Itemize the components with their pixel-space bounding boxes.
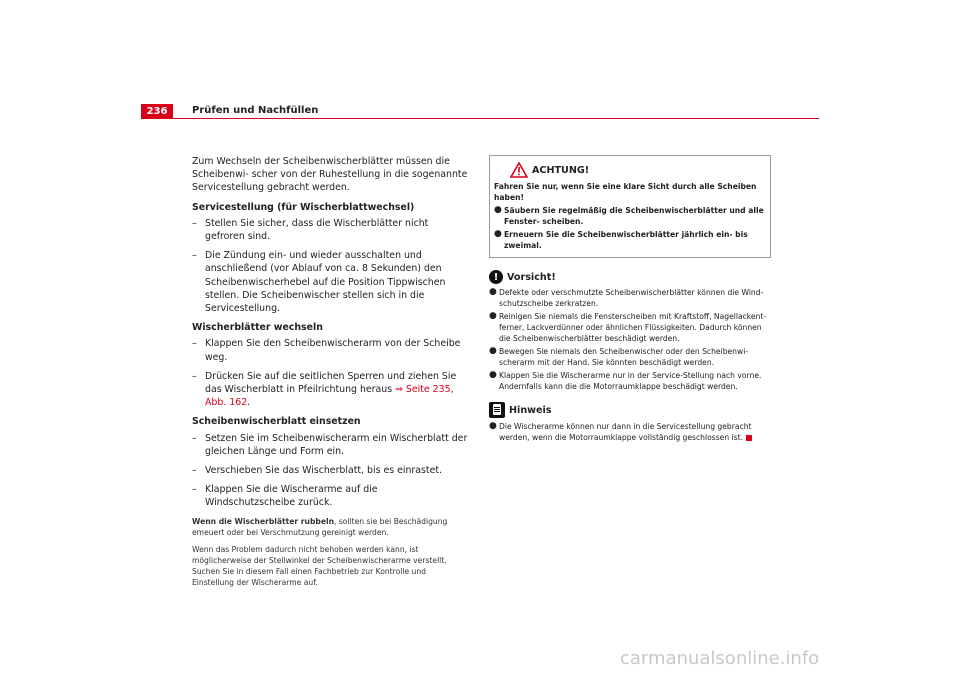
warning-label: ACHTUNG! (532, 164, 590, 176)
warning-box (489, 155, 771, 258)
list-item: ● Säubern Sie regelmäßig die Scheibenwischerblätter und alle Fenster- scheiben. (494, 205, 764, 226)
list-item: ● Klappen Sie die Wischerarme nur in der Service-Stellung nach vorne. Andernfalls kann die die Motorraumklappe beschädigt werden. (489, 370, 762, 391)
list-item: ● Erneuern Sie die Scheibenwischerblätter jährlich ein- bis zweimal. (494, 229, 748, 250)
list-item: – Stellen Sie sicher, dass die Wischerblätter nicht gefroren sind. (192, 217, 429, 243)
page-number: 236 (141, 104, 173, 119)
list-item: ● Bewegen Sie niemals den Scheibenwischer oder den Scheibenwi- scherarm mit der Hand. Sie könnten beschädigt werden. (489, 346, 749, 367)
list-item: – Drücken Sie auf die seitlichen Sperren und ziehen Sie das Wischerblatt in Pfeilrichtung heraus ⇒ Seite 235, Abb. 162. (192, 370, 457, 409)
exclamation-icon: ! (489, 270, 503, 284)
list-item: – Setzen Sie im Scheibenwischerarm ein Wischerblatt der gleichen Länge und Form ein. (192, 432, 468, 457)
warning-triangle-icon (510, 162, 528, 178)
hint-label: Hinweis (509, 404, 552, 416)
right-column (489, 155, 771, 453)
page-title: Prüfen und Nachfüllen (192, 105, 319, 116)
list-item: – Klappen Sie die Wischerarme auf die Windschutzscheibe zurück. (192, 484, 378, 509)
note-rubbing: Wenn die Wischerblätter rubbeln, sollten sie bei Beschädigung emeuert oder bei Verschmutzung gereinigt werden. (192, 516, 448, 537)
list-item: ● Defekte oder verschmutzte Scheibenwischerblätter können die Wind- schutzscheibe zerkratzen. (489, 287, 764, 308)
watermark: carmanualsonline.info (620, 648, 820, 669)
list-item: – Klappen Sie den Scheibenwischerarm von der Scheibe weg. (192, 338, 461, 363)
left-column (192, 155, 470, 594)
list-item: ● Reinigen Sie niemals die Fensterscheiben mit Kraftstoff, Nagellackent- ferner, Lackverdünner oder ähnlichen Flüssigkeiten. Dadurch können die Scheibenwischerblätter beschädigt werden. (489, 311, 767, 343)
caution-section (489, 270, 771, 392)
insert-heading: Scheibenwischerblatt einsetzen (192, 416, 361, 428)
list-item: – Die Zündung ein- und wieder ausschalten und anschließend (vor Ablauf von ca. 8 Sekunden) den Scheibenwischerhebel auf die Position Tippwischen stellen. Die Scheibenwischer stellen sich in die Servicestellung. (192, 250, 446, 315)
list-item: – Verschieben Sie das Wischerblatt, bis es einrastet. (192, 465, 442, 477)
intro-paragraph: Zum Wechseln der Scheibenwischerblätter müssen die Scheibenwi- scher von der Ruhestellung in die sogenannte Servicestellung gebracht werden. (192, 156, 468, 194)
page-reference-link[interactable]: ⇒ Seite 235, Abb. 162 (205, 384, 454, 409)
note-icon (489, 402, 505, 418)
caution-label: Vorsicht! (507, 271, 556, 283)
warning-intro: Fahren Sie nur, wenn Sie eine klare Sicht durch alle Scheiben haben! (494, 182, 757, 202)
header-divider (173, 118, 819, 119)
note-problem: Wenn das Problem dadurch nicht behoben werden kann, ist möglicherweise der Stellwinkel der Scheibenwischerarme verstellt. Suchen Sie in diesem Fall einen Fachbetrieb zur Kontrolle und Einstellung der Wischerarme auf. (192, 544, 447, 587)
end-marker (746, 435, 752, 441)
hint-section (489, 402, 771, 443)
change-heading: Wischerblätter wechseln (192, 322, 323, 334)
list-item: ● Die Wischerarme können nur dann in die Servicestellung gebracht werden, wenn die Motorraumklappe vollständig geschlossen ist. (489, 421, 752, 442)
service-heading: Servicestellung (für Wischerblattwechsel) (192, 201, 415, 213)
